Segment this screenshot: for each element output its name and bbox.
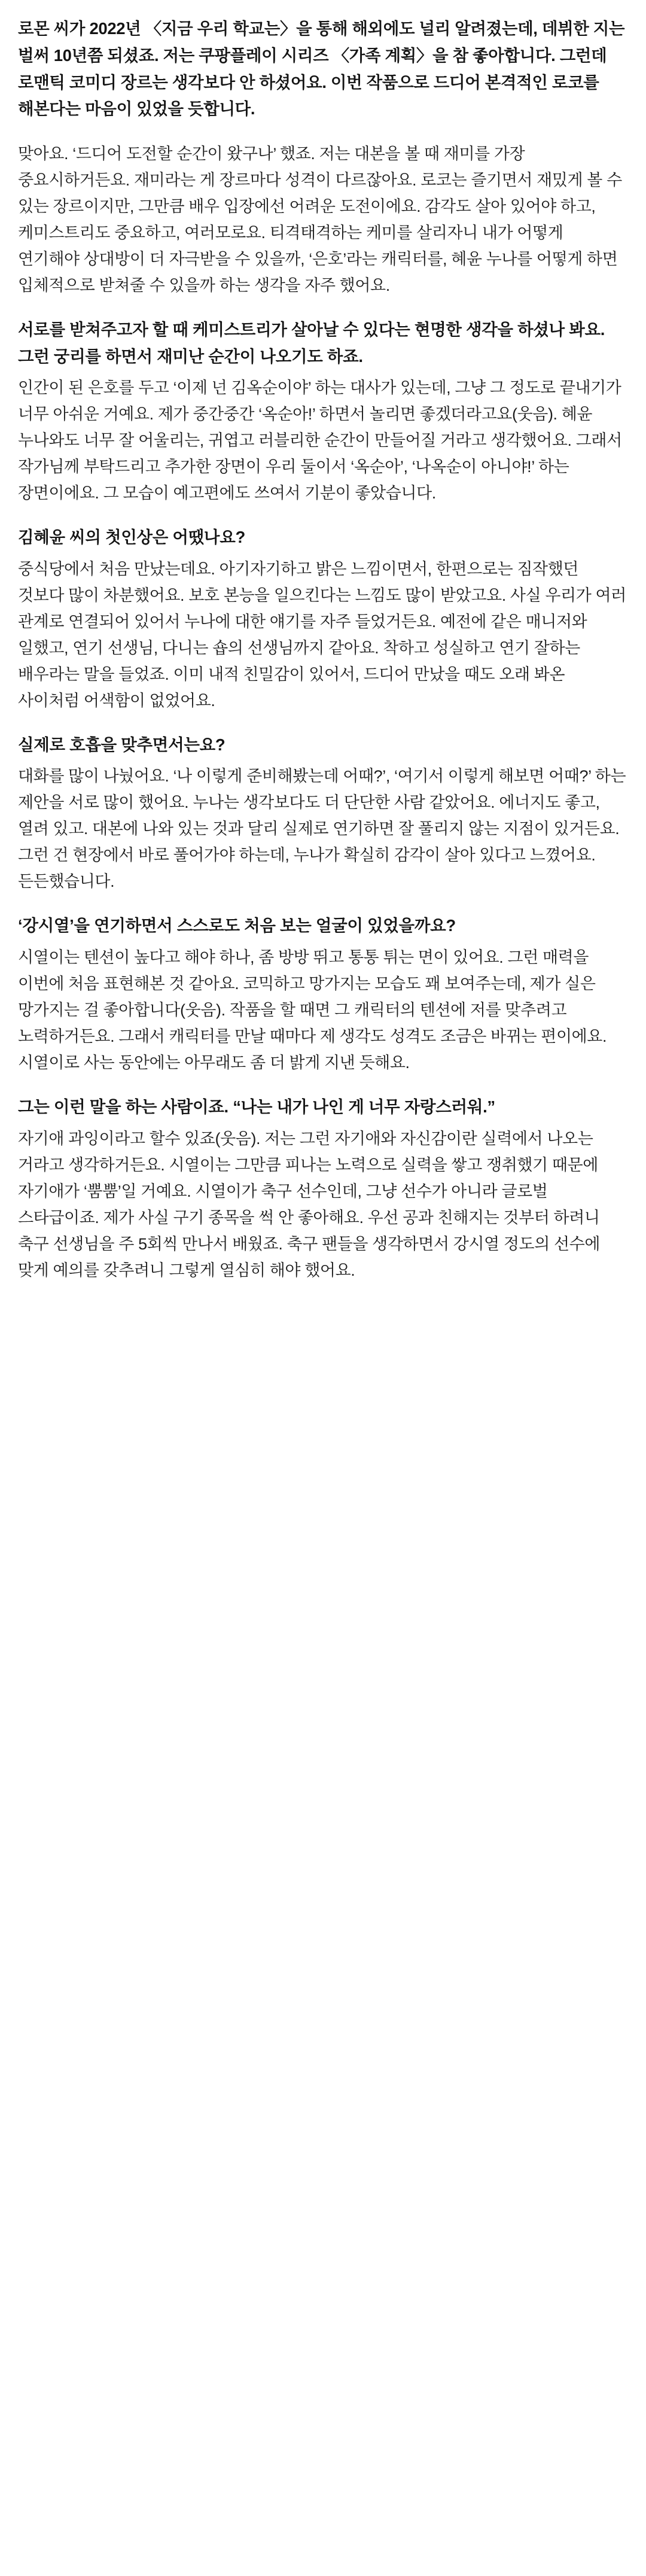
- intro-paragraph: 로몬 씨가 2022년 〈지금 우리 학교는〉을 통해 해외에도 널리 알려졌는데, 데뷔한 지는 벌써 10년쯤 되셨죠. 저는 쿠팡플레이 시리즈 〈가족 계획〉을 참 좋아합니다. 그런데 로맨틱 코미디 장르는 생각보다 안 하셨어요. 이번 작품으로 드디어 본격적인 로코를 해본다는 마음이 있었을 듯합니다.: [18, 19, 625, 118]
- answer-paragraph-5: 시열이는 텐션이 높다고 해야 하나, 좀 방방 뛰고 통통 튀는 면이 있어요. 그런 매력을 이번에 처음 표현해본 것 같아요. 코믹하고 망가지는 모습도 꽤 보여주는데, 제가 실은 망가지는 걸 좋아합니다(웃음). 작품을 할 때면 그 캐릭터의 텐션에 저를 맞추려고 노력하거든요. 그래서 캐릭터를 만날 때마다 제 생각도 성격도 조금은 바뀌는 편이에요. 시열이로 사는 동안에는 아무래도 좀 더 밝게 지낸 듯해요.: [18, 948, 607, 1072]
- question-2: 김혜윤 씨의 첫인상은 어땠나요?: [18, 528, 245, 547]
- question-1: 서로를 받쳐주고자 할 때 케미스트리가 살아날 수 있다는 현명한 생각을 하셨나 봐요. 그런 궁리를 하면서 재미난 순간이 나오기도 하죠.: [18, 320, 605, 366]
- answer-paragraph-6: 자기애 과잉이라고 할수 있죠(웃음). 저는 그런 자기애와 자신감이란 실력에서 나오는 거라고 생각하거든요. 시열이는 그만큼 피나는 노력으로 실력을 쌓고 쟁취했기 때문에 자기애가 ‘뿜뿜’일 거예요. 시열이가 축구 선수인데, 그냥 선수가 아니라 글로벌 스타급이죠. 제가 사실 구기 종목을 썩 안 좋아해요. 우선 공과 친해지는 것부터 하려니 축구 선생님을 주 5회씩 만나서 배웠죠. 축구 팬들을 생각하면서 강시열 정도의 선수에 맞게 예의를 갖추려니 그렇게 열심히 해야 했어요.: [18, 1129, 601, 1279]
- question-3: 실제로 호흡을 맞추면서는요?: [18, 735, 226, 754]
- question-4: ‘강시열’을 연기하면서 스스로도 처음 보는 얼굴이 있었을까요?: [18, 916, 456, 935]
- answer-paragraph-1: 맞아요. ‘드디어 도전할 순간이 왔구나’ 했죠. 저는 대본을 볼 때 재미를 가장 중요시하거든요. 재미라는 게 장르마다 성격이 다르잖아요. 로코는 즐기면서 재밌게 볼 수 있는 장르이지만, 그만큼 배우 입장에선 어려운 도전이에요. 감각도 살아 있어야 하고, 케미스트리도 중요하고, 여러모로요. 티격태격하는 케미를 살리자니 내가 어떻게 연기해야 상대방이 더 자극받을 수 있을까, ‘은호’라는 캐릭터를, 혜윤 누나를 어떻게 하면 입체적으로 받쳐줄 수 있을까 하는 생각을 자주 했어요.: [18, 145, 622, 295]
- question-5: 그는 이런 말을 하는 사람이죠. “나는 내가 나인 게 너무 자랑스러워.”: [18, 1097, 495, 1116]
- answer-paragraph-3: 중식당에서 처음 만났는데요. 아기자기하고 밝은 느낌이면서, 한편으로는 짐작했던 것보다 많이 차분했어요. 보호 본능을 일으킨다는 느낌도 많이 받았고요. 사실 우리가 여러 관계로 연결되어 있어서 누나에 대한 얘기를 자주 들었거든요. 예전에 같은 매니저와 일했고, 연기 선생님, 다니는 숍의 선생님까지 같아요. 착하고 성실하고 연기 잘하는 배우라는 말을 들었죠. 이미 내적 친밀감이 있어서, 드디어 만났을 때도 오래 봐온 사이처럼 어색함이 없었어요.: [18, 559, 626, 710]
- article-body: [18, 16, 628, 1284]
- answer-paragraph-4: 대화를 많이 나눴어요. ‘나 이렇게 준비해봤는데 어때?’, ‘여기서 이렇게 해보면 어때?’ 하는 제안을 서로 많이 했어요. 누나는 생각보다도 더 단단한 사람 같았어요. 에너지도 좋고, 열려 있고. 대본에 나와 있는 것과 달리 실제로 연기하면 잘 풀리지 않는 지점이 있거든요. 그런 건 현장에서 바로 풀어가야 하는데, 누나가 확실히 감각이 살아 있다고 느꼈어요. 든든했습니다.: [18, 767, 626, 891]
- answer-paragraph-2: 인간이 된 은호를 두고 ‘이제 넌 김옥순이야’ 하는 대사가 있는데, 그냥 그 정도로 끝내기가 너무 아쉬운 거예요. 제가 중간중간 ‘옥순아!’ 하면서 놀리면 좋겠더라고요(웃음). 혜윤 누나와도 너무 잘 어울리는, 귀엽고 러블리한 순간이 만들어질 거라고 생각했어요. 그래서 작가님께 부탁드리고 추가한 장면이 우리 둘이서 ‘옥순아’, ‘나옥순이 아니야!’ 하는 장면이에요. 그 모습이 예고편에도 쓰여서 기분이 좋았습니다.: [18, 379, 622, 503]
